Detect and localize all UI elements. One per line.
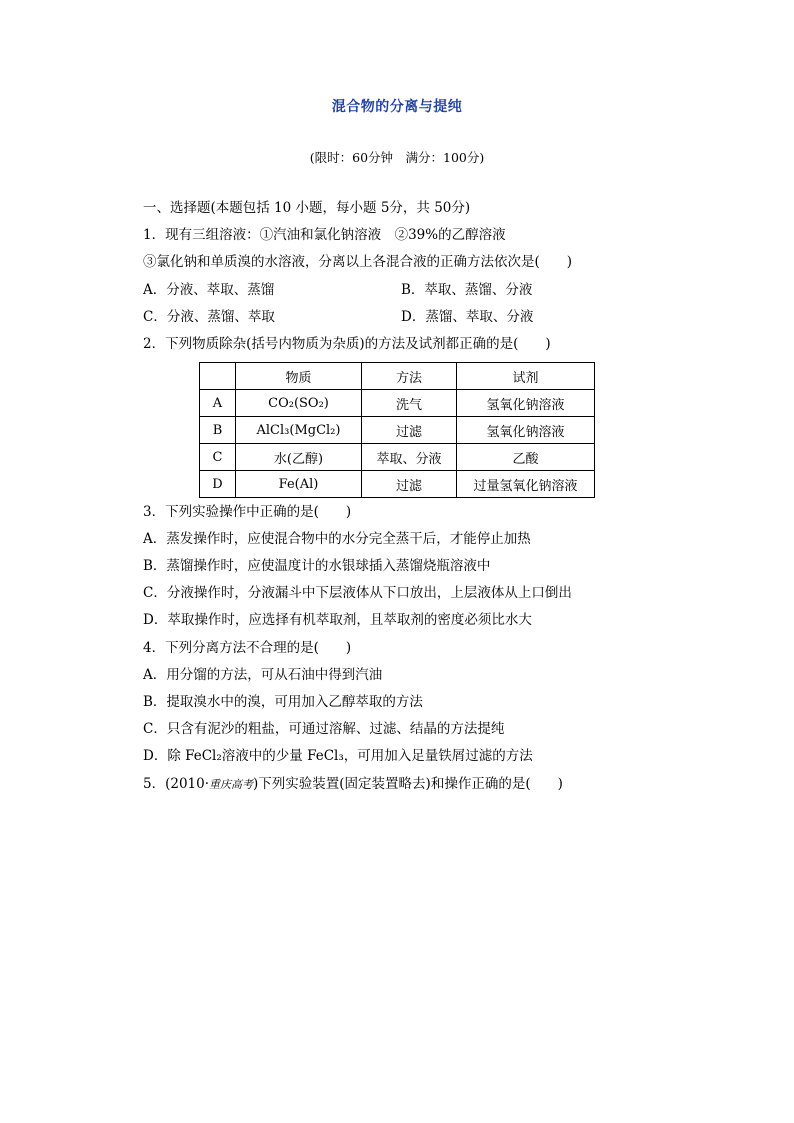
row-substance: Fe(Al) — [236, 471, 362, 498]
q1-option-a: A．分液、萃取、蒸馏 — [143, 282, 275, 298]
q2-stem: 2．下列物质除杂(括号内物质为杂质)的方法及试剂都正确的是( ) — [143, 336, 551, 352]
q1-option-d: D．蒸馏、萃取、分液 — [401, 309, 534, 325]
row-substance: AlCl₃(MgCl₂) — [236, 417, 362, 444]
q1-option-b: B．萃取、蒸馏、分液 — [401, 282, 533, 298]
row-option: A — [200, 390, 236, 417]
row-option: B — [200, 417, 236, 444]
table-row — [200, 417, 595, 444]
row-method: 萃取、分液 — [362, 444, 457, 471]
q1-option-c: C．分液、蒸馏、萃取 — [143, 309, 275, 325]
row-reagent: 乙酸 — [457, 444, 595, 471]
page-title: 混合物的分离与提纯 — [331, 99, 463, 115]
row-method: 过滤 — [362, 417, 457, 444]
table-header-row — [200, 363, 595, 390]
header-cell-method: 方法 — [362, 363, 457, 390]
header-cell-reagent: 试剂 — [457, 363, 595, 390]
row-method: 洗气 — [362, 390, 457, 417]
row-method: 过滤 — [362, 471, 457, 498]
row-option: C — [200, 444, 236, 471]
row-substance: 水(乙醇) — [236, 444, 362, 471]
section-heading: 一、选择题(本题包括 10 小题，每小题 5分，共 50分) — [143, 200, 471, 216]
header-cell-blank — [200, 363, 236, 390]
row-option: D — [200, 471, 236, 498]
q5-prefix: 5．(2010· — [143, 776, 210, 792]
q4-option-a: A．用分馏的方法，可从石油中得到汽油 — [143, 667, 383, 683]
q4-option-d: D．除 FeCl₂溶液中的少量 FeCl₃，可用加入足量铁屑过滤的方法 — [143, 748, 533, 764]
table-row — [200, 390, 595, 417]
table-row — [200, 444, 595, 471]
q5-suffix: )下列实验装置(固定装置略去)和操作正确的是( ) — [253, 776, 563, 792]
row-reagent: 氢氧化钠溶液 — [457, 390, 595, 417]
header-cell-substance: 物质 — [236, 363, 362, 390]
q3-option-c: C．分液操作时，分液漏斗中下层液体从下口放出，上层液体从上口倒出 — [143, 585, 572, 601]
q5-stem — [143, 775, 563, 794]
q1-stem-line2: ③氯化钠和单质溴的水溶液，分离以上各混合液的正确方法依次是( ) — [143, 254, 573, 270]
q2-table — [199, 362, 595, 498]
q3-stem: 3．下列实验操作中正确的是( ) — [143, 504, 352, 520]
table-row — [200, 471, 595, 498]
row-substance: CO₂(SO₂) — [236, 390, 362, 417]
row-reagent: 氢氧化钠溶液 — [457, 417, 595, 444]
q1-stem-line1: 1．现有三组溶液：①汽油和氯化钠溶液 ②39%的乙醇溶液 — [143, 227, 506, 243]
q3-option-a: A．蒸发操作时，应使混合物中的水分完全蒸干后，才能停止加热 — [143, 531, 531, 547]
q5-source-tag: 重庆高考 — [209, 778, 254, 791]
q3-option-b: B．蒸馏操作时，应使温度计的水银球插入蒸馏烧瓶溶液中 — [143, 558, 491, 574]
q3-option-d: D．萃取操作时，应选择有机萃取剂，且萃取剂的密度必须比水大 — [143, 612, 532, 628]
row-reagent: 过量氢氧化钠溶液 — [457, 471, 595, 498]
q4-option-c: C．只含有泥沙的粗盐，可通过溶解、过滤、结晶的方法提纯 — [143, 721, 505, 737]
time-score-limit: (限时：60分钟 满分：100分) — [309, 150, 485, 165]
q4-stem: 4．下列分离方法不合理的是( ) — [143, 640, 352, 656]
q4-option-b: B．提取溴水中的溴，可用加入乙醇萃取的方法 — [143, 694, 423, 710]
